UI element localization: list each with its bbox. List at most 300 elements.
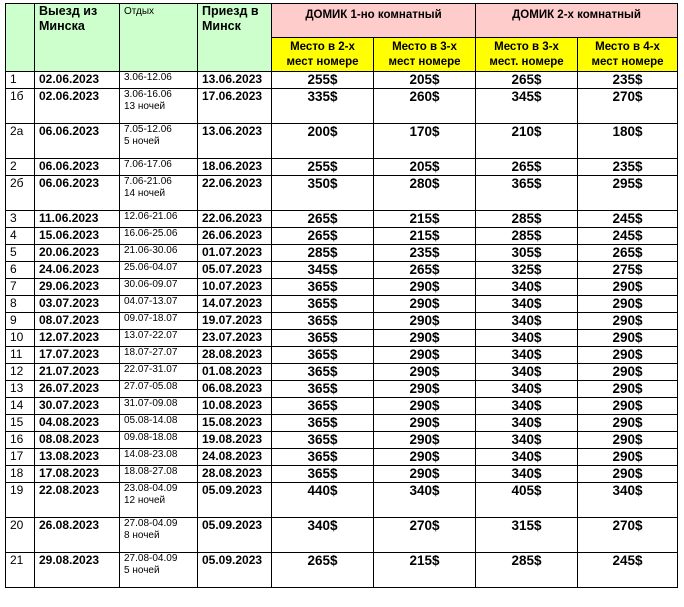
price-value: 290$	[612, 398, 643, 413]
table-row	[6, 211, 678, 228]
row-number: 10	[6, 330, 35, 347]
rest-period	[120, 262, 198, 279]
rest-dates: 27.08-04.09	[124, 553, 178, 564]
price-value: 245$	[612, 228, 643, 243]
price-p2	[374, 211, 476, 228]
row-number: 19	[6, 483, 35, 518]
arrival-header: Приезд в Минск	[198, 4, 272, 72]
row-number: 7	[6, 279, 35, 296]
price-p1	[272, 89, 374, 124]
departure-date: 13.08.2023	[35, 449, 120, 466]
price-p1	[272, 176, 374, 211]
departure-header: Выезд из Минска	[35, 4, 120, 72]
rest-dates: 25.06-04.07	[124, 262, 178, 273]
price-p1	[272, 228, 374, 245]
price-p3	[476, 124, 578, 159]
table-row	[6, 72, 678, 89]
rest-period	[120, 398, 198, 415]
rest-period	[120, 466, 198, 483]
rest-period	[120, 518, 198, 553]
price-p1	[272, 313, 374, 330]
price-value: 340$	[307, 518, 338, 533]
departure-date: 17.08.2023	[35, 466, 120, 483]
table-row	[6, 313, 678, 330]
departure-date: 26.08.2023	[35, 518, 120, 553]
price-p1	[272, 432, 374, 449]
price-value: 290$	[612, 279, 643, 294]
price-value: 365$	[307, 313, 338, 328]
price-p2	[374, 483, 476, 518]
price-p3	[476, 279, 578, 296]
rest-dates: 09.07-18.07	[124, 313, 178, 324]
price-value: 305$	[511, 245, 542, 260]
arrival-date: 05.09.2023	[198, 518, 272, 553]
price-p4	[578, 381, 678, 398]
price-p1	[272, 347, 374, 364]
rest-dates: 3.06-16.06	[124, 89, 172, 100]
price-value: 205$	[409, 72, 440, 87]
header-row-top	[6, 4, 678, 38]
price-value: 365$	[307, 381, 338, 396]
rest-dates: 04.07-13.07	[124, 296, 178, 307]
departure-date: 17.07.2023	[35, 347, 120, 364]
price-p1	[272, 330, 374, 347]
rest-dates: 7.06-17.06	[124, 159, 172, 170]
row-number: 6	[6, 262, 35, 279]
rest-dates: 7.06-21.06	[124, 176, 172, 187]
price-p4	[578, 159, 678, 176]
price-value: 340$	[511, 347, 542, 362]
house2-triple-header: Место в 3-х мест. номере	[476, 38, 578, 72]
nights-count: 8 ночей	[124, 530, 160, 541]
departure-date: 08.07.2023	[35, 313, 120, 330]
price-p3	[476, 449, 578, 466]
price-p1	[272, 296, 374, 313]
arrival-date: 01.07.2023	[198, 245, 272, 262]
price-value: 235$	[409, 245, 440, 260]
nights-count: 5 ночей	[124, 565, 160, 576]
rest-dates: 18.07-27.07	[124, 347, 178, 358]
price-value: 265$	[511, 72, 542, 87]
price-value: 290$	[612, 313, 643, 328]
price-p3	[476, 398, 578, 415]
price-p3	[476, 72, 578, 89]
price-value: 340$	[511, 466, 542, 481]
price-p2	[374, 176, 476, 211]
table-row	[6, 159, 678, 176]
arrival-date: 14.07.2023	[198, 296, 272, 313]
price-value: 365$	[307, 347, 338, 362]
price-p4	[578, 124, 678, 159]
price-value: 270$	[409, 518, 440, 533]
arrival-date: 17.06.2023	[198, 89, 272, 124]
table-row	[6, 245, 678, 262]
price-value: 340$	[409, 483, 440, 498]
price-p2	[374, 364, 476, 381]
departure-date: 03.07.2023	[35, 296, 120, 313]
arrival-date: 22.06.2023	[198, 211, 272, 228]
price-value: 290$	[409, 330, 440, 345]
price-p1	[272, 159, 374, 176]
price-value: 180$	[612, 124, 643, 139]
rest-dates: 18.08-27.08	[124, 466, 178, 477]
price-value: 290$	[409, 279, 440, 294]
rest-period	[120, 381, 198, 398]
row-number: 15	[6, 415, 35, 432]
table-row	[6, 483, 678, 518]
price-value: 215$	[409, 228, 440, 243]
price-p4	[578, 313, 678, 330]
price-rows	[6, 72, 678, 588]
price-value: 340$	[511, 432, 542, 447]
price-value: 290$	[612, 347, 643, 362]
row-number: 20	[6, 518, 35, 553]
rest-period	[120, 364, 198, 381]
price-value: 345$	[511, 89, 542, 104]
price-p4	[578, 245, 678, 262]
price-p4	[578, 211, 678, 228]
price-p2	[374, 381, 476, 398]
price-p2	[374, 279, 476, 296]
price-p4	[578, 330, 678, 347]
price-p1	[272, 279, 374, 296]
house-2-room-header: ДОМИК 2-х комнатный	[476, 4, 678, 38]
price-p2	[374, 228, 476, 245]
rest-period	[120, 176, 198, 211]
price-p1	[272, 72, 374, 89]
price-p4	[578, 432, 678, 449]
price-p2	[374, 330, 476, 347]
row-number: 4	[6, 228, 35, 245]
price-p1	[272, 364, 374, 381]
departure-date: 29.06.2023	[35, 279, 120, 296]
price-value: 235$	[612, 72, 643, 87]
table-row	[6, 432, 678, 449]
price-value: 270$	[612, 518, 643, 533]
price-value: 200$	[307, 124, 338, 139]
arrival-date: 19.08.2023	[198, 432, 272, 449]
rest-period	[120, 415, 198, 432]
table-row	[6, 364, 678, 381]
arrival-date: 05.07.2023	[198, 262, 272, 279]
price-p4	[578, 72, 678, 89]
rest-period	[120, 211, 198, 228]
table-row	[6, 381, 678, 398]
price-value: 365$	[307, 364, 338, 379]
price-p3	[476, 483, 578, 518]
table-row	[6, 330, 678, 347]
price-value: 285$	[511, 228, 542, 243]
table-row	[6, 415, 678, 432]
price-value: 290$	[612, 381, 643, 396]
price-p2	[374, 72, 476, 89]
rest-dates: 21.06-30.06	[124, 245, 178, 256]
price-p2	[374, 159, 476, 176]
rest-period	[120, 159, 198, 176]
price-p3	[476, 553, 578, 588]
price-value: 290$	[409, 449, 440, 464]
price-p1	[272, 262, 374, 279]
rest-period	[120, 72, 198, 89]
arrival-date: 23.07.2023	[198, 330, 272, 347]
row-number: 21	[6, 553, 35, 588]
price-p4	[578, 296, 678, 313]
price-value: 290$	[612, 330, 643, 345]
price-p3	[476, 518, 578, 553]
price-value: 365$	[307, 415, 338, 430]
departure-date: 11.06.2023	[35, 211, 120, 228]
table-row	[6, 466, 678, 483]
price-value: 270$	[612, 89, 643, 104]
price-value: 290$	[612, 364, 643, 379]
price-value: 405$	[511, 483, 542, 498]
price-p3	[476, 176, 578, 211]
price-value: 340$	[511, 313, 542, 328]
price-value: 255$	[307, 159, 338, 174]
row-number: 9	[6, 313, 35, 330]
price-p3	[476, 159, 578, 176]
price-value: 290$	[409, 415, 440, 430]
price-value: 345$	[307, 262, 338, 277]
price-value: 275$	[612, 262, 643, 277]
house1-triple-header: Место в 3-х мест номере	[374, 38, 476, 72]
price-p2	[374, 89, 476, 124]
price-p3	[476, 296, 578, 313]
row-number: 13	[6, 381, 35, 398]
price-value: 290$	[409, 398, 440, 413]
nights-count: 14 ночей	[124, 188, 166, 199]
departure-date: 12.07.2023	[35, 330, 120, 347]
rest-period	[120, 124, 198, 159]
price-p2	[374, 449, 476, 466]
table-row	[6, 347, 678, 364]
price-p1	[272, 245, 374, 262]
price-p4	[578, 415, 678, 432]
price-p1	[272, 381, 374, 398]
price-p1	[272, 553, 374, 588]
row-number: 17	[6, 449, 35, 466]
price-p4	[578, 279, 678, 296]
price-value: 235$	[612, 159, 643, 174]
price-value: 365$	[307, 449, 338, 464]
departure-date: 15.06.2023	[35, 228, 120, 245]
price-p2	[374, 347, 476, 364]
rest-dates: 14.08-23.08	[124, 449, 178, 460]
price-p4	[578, 89, 678, 124]
table-row	[6, 262, 678, 279]
price-value: 290$	[612, 415, 643, 430]
rest-dates: 13.07-22.07	[124, 330, 178, 341]
price-value: 170$	[409, 124, 440, 139]
price-p2	[374, 415, 476, 432]
rest-dates: 30.06-09.07	[124, 279, 178, 290]
price-value: 265$	[612, 245, 643, 260]
price-value: 215$	[409, 553, 440, 568]
price-value: 315$	[511, 518, 542, 533]
price-p3	[476, 313, 578, 330]
departure-date: 21.07.2023	[35, 364, 120, 381]
rest-dates: 27.07-05.08	[124, 381, 178, 392]
price-value: 290$	[409, 381, 440, 396]
price-value: 340$	[511, 330, 542, 345]
rest-dates: 23.08-04.09	[124, 483, 178, 494]
row-number: 1	[6, 72, 35, 89]
row-number: 1б	[6, 89, 35, 124]
price-value: 290$	[409, 466, 440, 481]
rest-dates: 22.07-31.07	[124, 364, 178, 375]
table-row	[6, 89, 678, 124]
departure-date: 20.06.2023	[35, 245, 120, 262]
row-number: 2	[6, 159, 35, 176]
price-p4	[578, 347, 678, 364]
price-p2	[374, 518, 476, 553]
price-p1	[272, 398, 374, 415]
table-row	[6, 553, 678, 588]
price-value: 290$	[409, 364, 440, 379]
rest-dates: 7.05-12.06	[124, 124, 172, 135]
price-value: 245$	[612, 211, 643, 226]
price-p1	[272, 483, 374, 518]
rest-period	[120, 296, 198, 313]
arrival-date: 19.07.2023	[198, 313, 272, 330]
price-value: 280$	[409, 176, 440, 191]
price-value: 340$	[511, 449, 542, 464]
nights-count: 13 ночей	[124, 101, 166, 112]
arrival-date: 28.08.2023	[198, 347, 272, 364]
departure-date: 30.07.2023	[35, 398, 120, 415]
row-number: 14	[6, 398, 35, 415]
arrival-date: 15.08.2023	[198, 415, 272, 432]
rest-period	[120, 228, 198, 245]
price-p3	[476, 262, 578, 279]
price-value: 265$	[307, 211, 338, 226]
rest-period	[120, 245, 198, 262]
row-number-header	[6, 4, 35, 72]
row-number: 11	[6, 347, 35, 364]
price-p1	[272, 449, 374, 466]
arrival-date: 10.07.2023	[198, 279, 272, 296]
table-row	[6, 518, 678, 553]
price-p2	[374, 262, 476, 279]
arrival-date: 05.09.2023	[198, 483, 272, 518]
row-number: 2б	[6, 176, 35, 211]
price-p4	[578, 518, 678, 553]
arrival-date: 18.06.2023	[198, 159, 272, 176]
rest-dates: 05.08-14.08	[124, 415, 178, 426]
departure-date: 02.06.2023	[35, 72, 120, 89]
arrival-date: 13.06.2023	[198, 72, 272, 89]
departure-date: 08.08.2023	[35, 432, 120, 449]
price-value: 290$	[409, 296, 440, 311]
row-number: 3	[6, 211, 35, 228]
departure-date: 22.08.2023	[35, 483, 120, 518]
price-p3	[476, 432, 578, 449]
departure-date: 06.06.2023	[35, 176, 120, 211]
price-value: 215$	[409, 211, 440, 226]
price-value: 290$	[612, 296, 643, 311]
rest-dates: 16.06-25.06	[124, 228, 178, 239]
table-row	[6, 124, 678, 159]
price-value: 265$	[307, 553, 338, 568]
price-value: 265$	[511, 159, 542, 174]
price-value: 365$	[307, 432, 338, 447]
arrival-date: 06.08.2023	[198, 381, 272, 398]
arrival-date: 24.08.2023	[198, 449, 272, 466]
departure-date: 29.08.2023	[35, 553, 120, 588]
price-value: 290$	[612, 466, 643, 481]
price-value: 255$	[307, 72, 338, 87]
price-p4	[578, 483, 678, 518]
price-p3	[476, 330, 578, 347]
price-p1	[272, 518, 374, 553]
row-number: 16	[6, 432, 35, 449]
rest-dates: 09.08-18.08	[124, 432, 178, 443]
arrival-date: 01.08.2023	[198, 364, 272, 381]
price-p4	[578, 398, 678, 415]
departure-date: 24.06.2023	[35, 262, 120, 279]
price-value: 325$	[511, 262, 542, 277]
row-number: 12	[6, 364, 35, 381]
price-value: 245$	[612, 553, 643, 568]
nights-count: 5 ночей	[124, 136, 160, 147]
departure-date: 02.06.2023	[35, 89, 120, 124]
rest-period	[120, 449, 198, 466]
arrival-date: 10.08.2023	[198, 398, 272, 415]
departure-date: 06.06.2023	[35, 159, 120, 176]
price-value: 340$	[511, 381, 542, 396]
price-value: 365$	[307, 330, 338, 345]
price-value: 340$	[511, 279, 542, 294]
price-value: 290$	[409, 432, 440, 447]
price-value: 210$	[511, 124, 542, 139]
price-value: 365$	[307, 296, 338, 311]
departure-date: 04.08.2023	[35, 415, 120, 432]
price-p2	[374, 124, 476, 159]
price-value: 285$	[307, 245, 338, 260]
rest-dates: 12.06-21.06	[124, 211, 178, 222]
rest-period	[120, 313, 198, 330]
price-p2	[374, 296, 476, 313]
price-p1	[272, 415, 374, 432]
arrival-date: 26.06.2023	[198, 228, 272, 245]
table-row	[6, 398, 678, 415]
price-value: 290$	[612, 449, 643, 464]
arrival-date: 22.06.2023	[198, 176, 272, 211]
rest-dates: 27.08-04.09	[124, 518, 178, 529]
price-p2	[374, 398, 476, 415]
price-value: 290$	[409, 347, 440, 362]
arrival-date: 13.06.2023	[198, 124, 272, 159]
price-p3	[476, 381, 578, 398]
price-p1	[272, 211, 374, 228]
price-value: 290$	[409, 313, 440, 328]
price-value: 365$	[307, 279, 338, 294]
price-value: 285$	[511, 553, 542, 568]
rest-period	[120, 432, 198, 449]
price-p2	[374, 553, 476, 588]
rest-period	[120, 89, 198, 124]
house1-double-header: Место в 2-х мест номере	[272, 38, 374, 72]
price-p4	[578, 262, 678, 279]
row-number: 2а	[6, 124, 35, 159]
tour-price-table	[5, 3, 678, 588]
price-value: 290$	[612, 432, 643, 447]
house2-quad-header: Место в 4-х мест номере	[578, 38, 678, 72]
row-number: 8	[6, 296, 35, 313]
rest-period	[120, 279, 198, 296]
departure-date: 06.06.2023	[35, 124, 120, 159]
price-p3	[476, 466, 578, 483]
